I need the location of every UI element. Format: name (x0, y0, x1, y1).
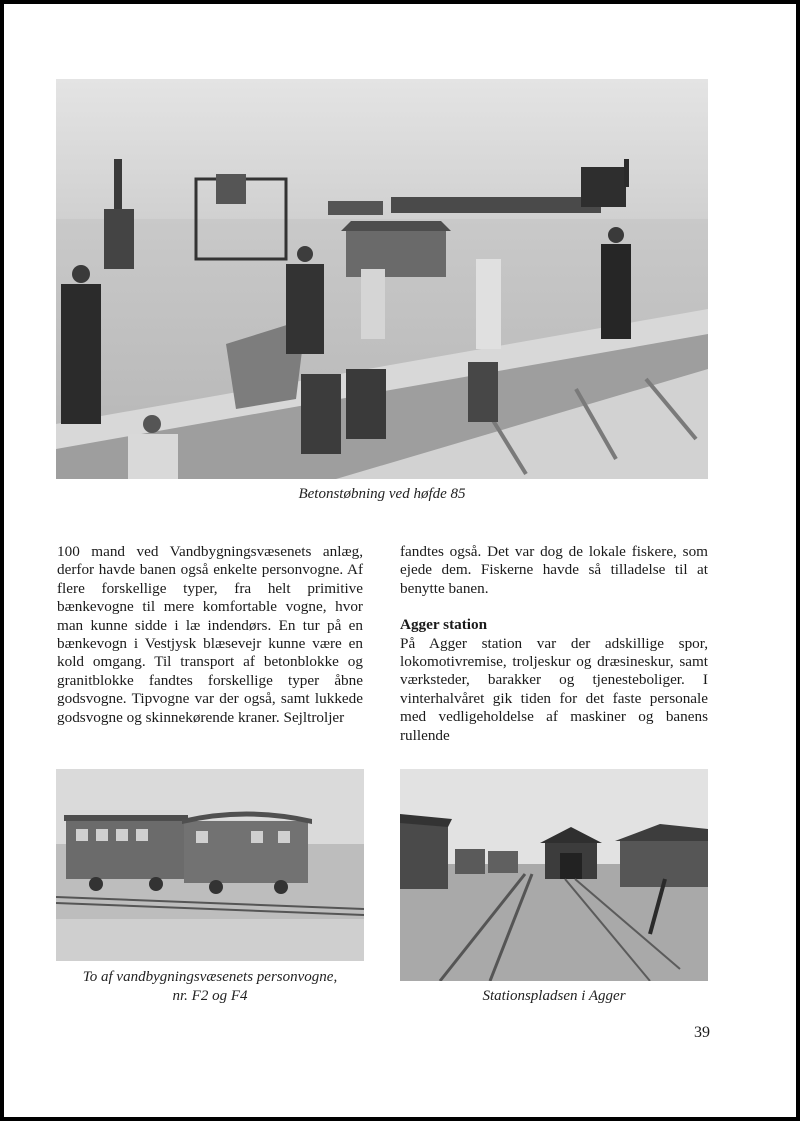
photo-passenger-carriages (56, 769, 364, 961)
bottom-left-caption-line-2: nr. F2 og F4 (172, 988, 248, 1004)
section-heading: Agger station (400, 616, 488, 634)
photo-agger-station-yard (400, 769, 708, 981)
top-photo-caption: Betonstøbning ved høfde 85 (298, 486, 466, 502)
bottom-left-photo-caption (56, 968, 364, 1006)
page-number: 39 (694, 1024, 710, 1041)
right-column-paragraph-2: På Agger station var der adskillige spor, lokomotivremise, troljeskur og dræsineskur, samt værksteder, barakker og tjenesteboliger. I vinterhalvåret gik tiden for det faste personale med vedligeholdelse af maskiner og banens rullende (400, 634, 708, 744)
photo-concrete-casting (56, 79, 708, 479)
right-column-paragraph-1: fandtes også. Det var dog de lokale fiskere, som ejede dem. Fiskerne havde så tilladelse til at benytte banen. (400, 543, 708, 597)
bottom-left-caption-line-1: To af vandbygningsvæsenets personvogne, (82, 969, 338, 985)
left-column-paragraph: 100 mand ved Vandbygningsvæsenets anlæg, derfor havde banen også enkelte personvogne. Af flere forskellige typer, fra helt primitive bænkevogne til mere komfortable vogne, hvor man kunne sidde i læ indendørs. En tur på en bænkevogn i Vestjysk blæsevejr kunne være en kold omgang. Til transport af betonblokke og granitblokke fandtes forskellige typer åbne godsvogne. Tipvogne var der også, samt lukkede godsvogne og skinnekørende kraner. Sejltroljer (57, 543, 363, 726)
bottom-right-photo-caption: Stationspladsen i Agger (482, 988, 626, 1004)
right-text-column (400, 543, 708, 745)
left-text-column (57, 543, 363, 727)
